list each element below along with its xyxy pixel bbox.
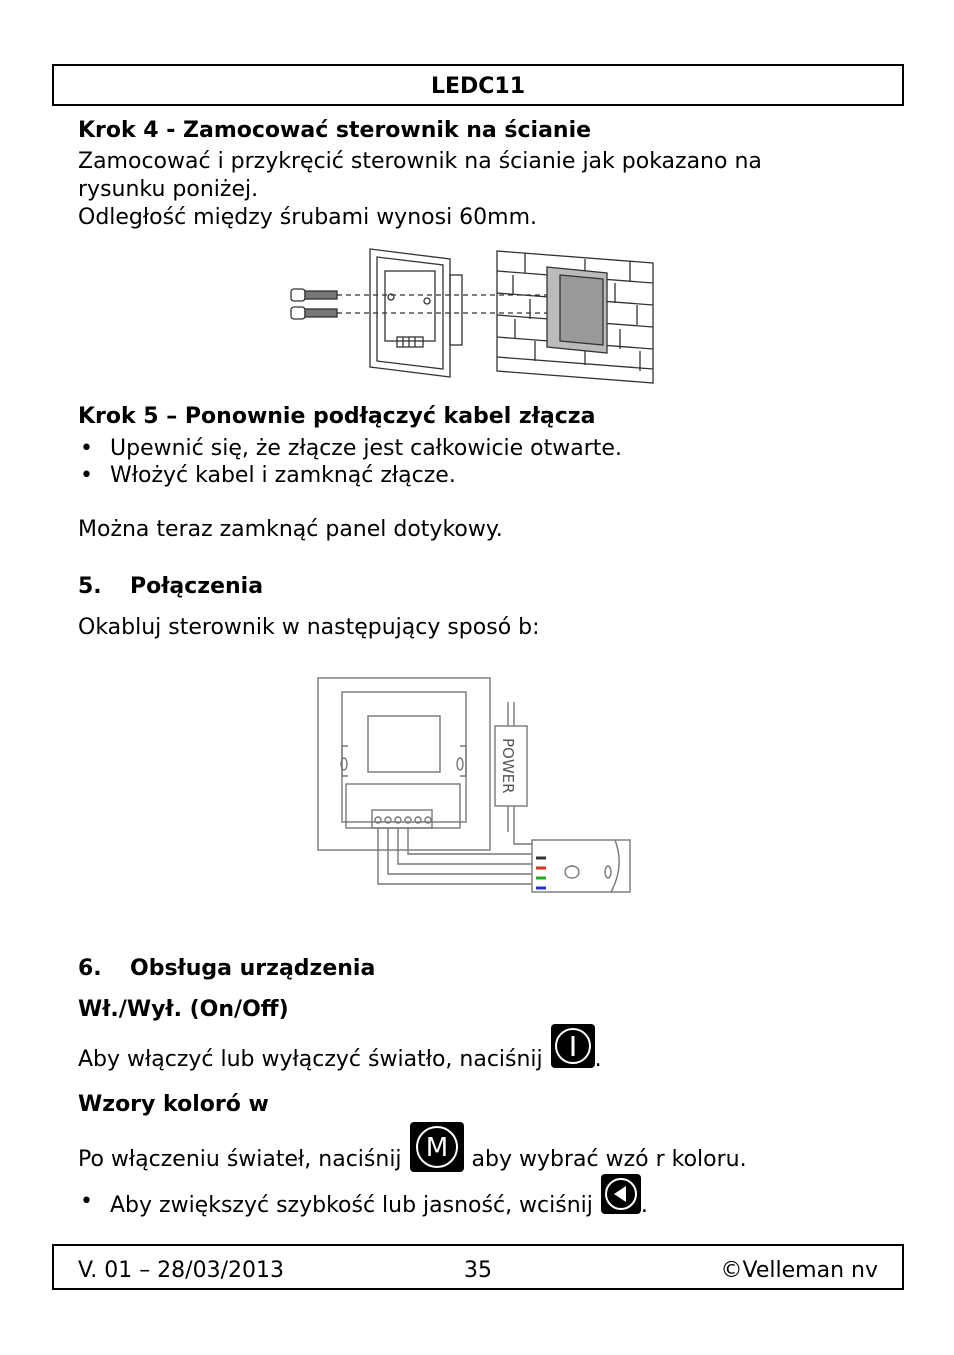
wall-mount-illustration [285,245,660,385]
footer-copyright: ©Velleman nv [720,1258,878,1283]
footer-page-number: 35 [464,1258,492,1283]
mode-m-button-icon [410,1122,464,1172]
step4-line2: rysunku poniżej. [78,177,259,202]
section5-title: Połączenia [130,574,264,599]
onoff-text: Aby włączyć lub wyłączyć światło, naciśnij [78,1047,543,1072]
power-button-icon [551,1024,595,1068]
patterns-text-after: aby wybrać wzó r koloru. [471,1147,747,1172]
step4-line1: Zamocować i przykręcić sterownik na ścianie jak pokazano na [78,149,762,174]
patterns-text-before: Po włączeniu świateł, naciśnij [78,1147,402,1172]
header-title: LEDC11 [430,74,526,99]
step5-bullet-2 [80,463,456,488]
section5-number: 5. [78,574,102,599]
step5-bullet-1 [80,436,622,461]
onoff-heading: Wł./Wył. (On/Off) [78,997,289,1022]
speed-bullet-text: Aby zwiększyć szybkość lub jasność, wciśnij [110,1193,593,1218]
step5-heading: Krok 5 – Ponownie podłączyć kabel złącza [78,404,596,429]
bullet-dot: • [80,463,93,488]
step4-heading: Krok 4 - Zamocować sterownik na ścianie [78,118,592,143]
svg-text:M: M [425,1133,448,1163]
patterns-line [78,1122,747,1174]
step5-closing: Można teraz zamknąć panel dotykowy. [78,517,503,542]
bullet-dot: • [80,1189,93,1214]
left-arrow-button-icon [601,1174,641,1214]
section6-title: Obsługa urządzenia [130,956,376,981]
onoff-line [78,1028,602,1074]
step5-bullet-1-text: Upewnić się, że złącze jest całkowicie otwarte. [110,436,622,461]
section5-text: Okabluj sterownik w następujący sposó b: [78,615,540,640]
speed-bullet [80,1174,648,1218]
page-header [52,64,904,106]
page-footer [52,1244,904,1290]
footer-version: V. 01 – 28/03/2013 [78,1258,284,1283]
step4-line3: Odległość między śrubami wynosi 60mm. [78,205,538,230]
speed-period: . [640,1193,648,1218]
power-label: POWER [499,738,517,794]
onoff-period: . [594,1047,602,1072]
section6-number: 6. [78,956,102,981]
step5-bullet-2-text: Włożyć kabel i zamknąć złącze. [110,463,456,488]
bullet-dot: • [80,436,93,461]
patterns-heading: Wzory koloró w [78,1092,269,1117]
wiring-diagram [310,672,635,912]
